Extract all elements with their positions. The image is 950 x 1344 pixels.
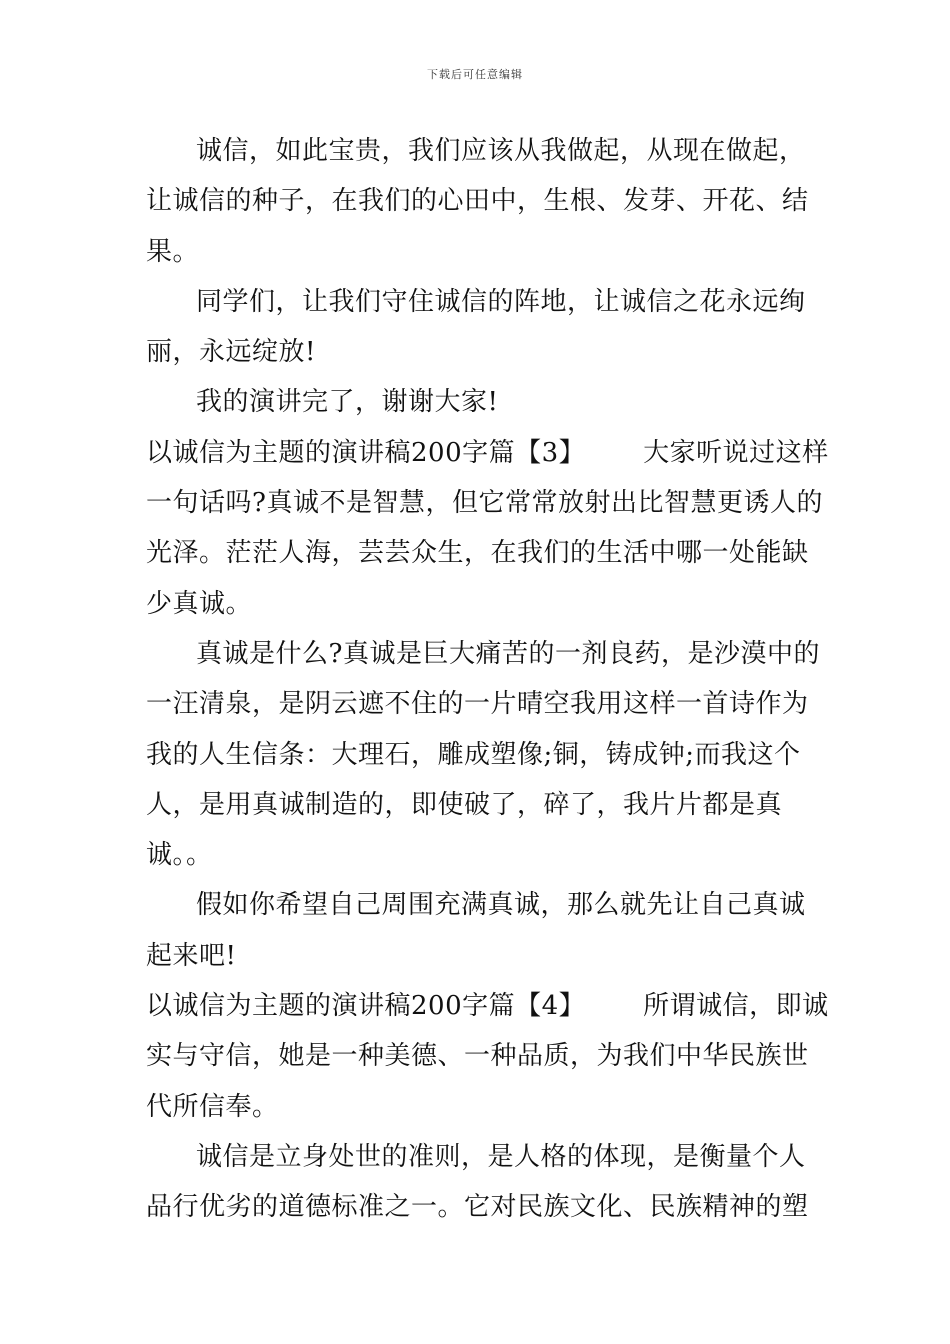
paragraph-line: 让诚信的种子，在我们的心田中，生根、发芽、开花、结 [146, 186, 809, 217]
paragraph-line: 一汪清泉，是阴云遮不住的一片晴空我用这样一首诗作为 [146, 689, 809, 720]
paragraph-line: 起来吧! [146, 940, 237, 971]
document-body [146, 126, 829, 1233]
paragraph-line: 少真诚。 [146, 588, 253, 619]
paragraph-line: 真诚是什么?真诚是巨大痛苦的一剂良药，是沙漠中的 [196, 638, 820, 669]
paragraph-text: 大家听说过这样 [643, 437, 829, 468]
paragraph-line: 假如你希望自己周围充满真诚，那么就先让自己真诚 [196, 890, 806, 921]
section-heading-line [146, 981, 829, 1031]
section-heading: 以诚信为主题的演讲稿200字篇【4】 [146, 991, 586, 1022]
section-heading: 以诚信为主题的演讲稿200字篇【3】 [146, 437, 586, 468]
paragraph-text: 所谓诚信，即诚 [643, 991, 829, 1022]
paragraph-line: 诚信，如此宝贵，我们应该从我做起，从现在做起， [196, 136, 806, 166]
paragraph-line: 诚。。 [146, 840, 213, 871]
paragraph-line: 我的演讲完了，谢谢大家! [196, 387, 499, 418]
paragraph-line: 代所信奉。 [146, 1091, 279, 1122]
paragraph-line: 光泽。茫茫人海，芸芸众生，在我们的生活中哪一处能缺 [146, 538, 809, 569]
page-header-note: 下载后可任意编辑 [427, 68, 523, 81]
paragraph-line: 丽，永远绽放! [146, 337, 316, 368]
paragraph-line: 同学们，让我们守住诚信的阵地，让诚信之花永远绚 [196, 286, 806, 317]
paragraph-line: 一句话吗?真诚不是智慧，但它常常放射出比智慧更诱人的 [146, 488, 823, 519]
paragraph-line: 实与守信，她是一种美德、一种品质，为我们中华民族世 [146, 1041, 809, 1072]
paragraph-line: 诚信是立身处世的准则，是人格的体现，是衡量个人 [196, 1141, 806, 1172]
paragraph-line: 品行优劣的道德标准之一。它对民族文化、民族精神的塑 [146, 1192, 809, 1223]
paragraph-line: 果。 [146, 236, 200, 267]
paragraph-line: 我的人生信条：大理石，雕成塑像;铜，铸成钟;而我这个 [146, 739, 801, 770]
section-heading-line [146, 428, 829, 478]
paragraph-line: 人，是用真诚制造的，即使破了，碎了，我片片都是真 [146, 789, 783, 820]
